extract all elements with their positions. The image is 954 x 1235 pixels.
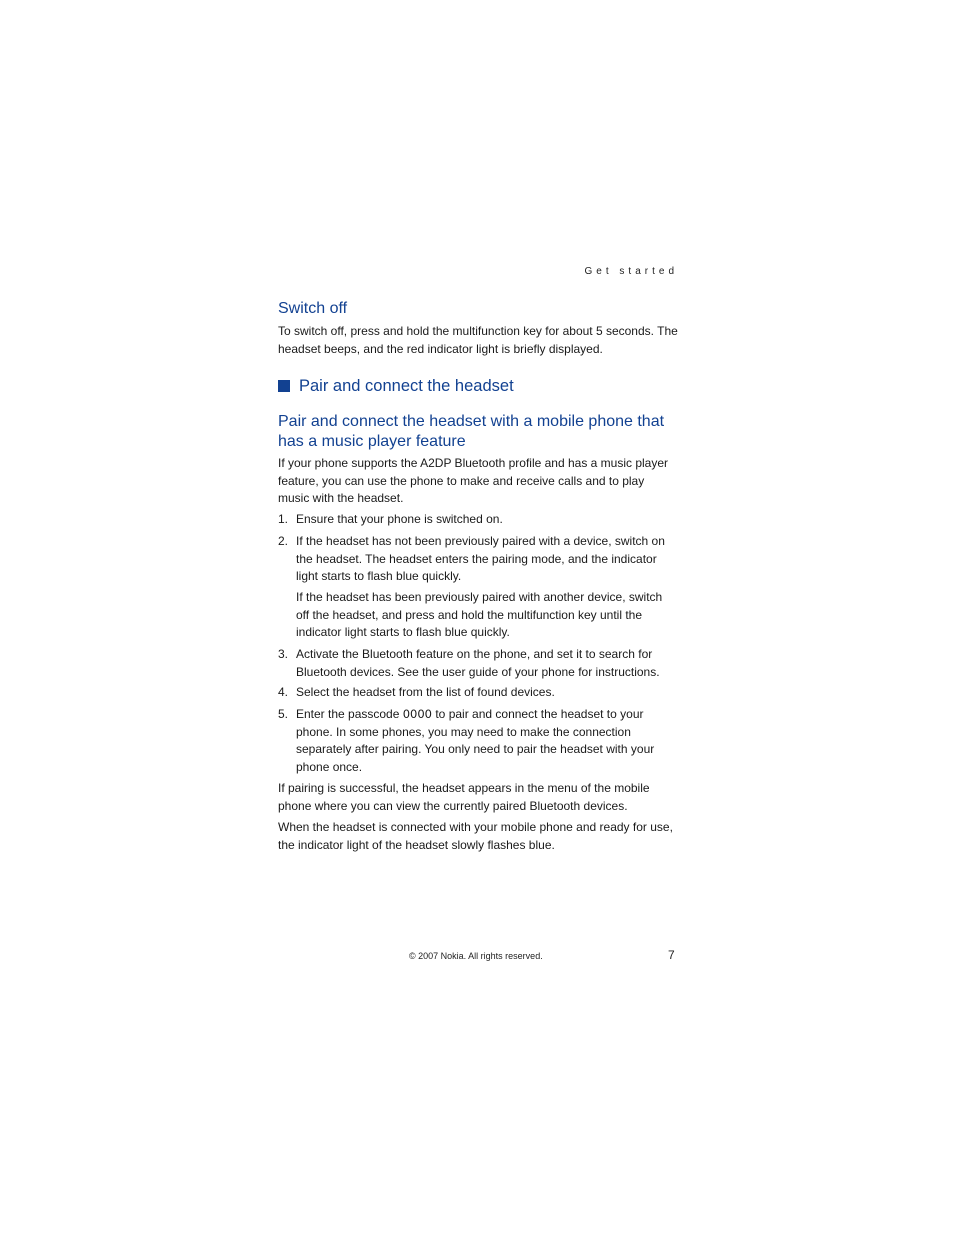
list-number: 5. [278, 707, 289, 721]
list-text [296, 706, 678, 776]
running-header: Get started [584, 266, 678, 277]
pair-connected: When the headset is connected with your mobile phone and ready for use, the indicator light of the headset slowly flashes blue. [278, 820, 673, 852]
section-square-icon [278, 380, 290, 392]
list-item [278, 533, 678, 586]
list-number: 3. [278, 647, 289, 661]
list-item [278, 706, 678, 776]
passcode: 0000 [402, 707, 433, 721]
list-item [278, 511, 678, 529]
list-text: If the headset has not been previously paired with a device, switch on the headset. The headset enters the pairing mode, and the indicator light starts to flash blue quickly. [296, 534, 665, 583]
list-text-part: Enter the passcode [296, 707, 403, 721]
list-text-part: to pair and connect the headset to your phone. In some phones, you may need to make the connection separately after pairing. You only need to pair the headset with your phone once. [296, 707, 655, 774]
pair-success: If pairing is successful, the headset appears in the menu of the mobile phone where you can view the currently paired Bluetooth devices. [278, 781, 650, 813]
list-item [278, 646, 678, 681]
list-number: 4. [278, 685, 289, 699]
pair-intro: If your phone supports the A2DP Bluetooth profile and has a music player feature, you can use the phone to make and receive calls and to play music with the headset. [278, 456, 669, 505]
page-number: 7 [668, 948, 675, 962]
pair-section-title: Pair and connect the headset [299, 377, 514, 395]
list-text: Ensure that your phone is switched on. [296, 512, 503, 526]
switch-off-body: To switch off, press and hold the multifunction key for about 5 seconds. The headset beeps, and the red indicator light is briefly displayed. [278, 324, 678, 356]
list-text: Select the headset from the list of found devices. [296, 685, 555, 699]
list-number: 2. [278, 534, 289, 548]
pair-section-heading [278, 376, 514, 396]
list-number: 1. [278, 512, 289, 526]
pair-subheading: Pair and connect the headset with a mobile phone that has a music player feature [278, 413, 665, 450]
list-continuation: If the headset has been previously paired with another device, switch off the headset, and press and hold the multifunction key until the indicator light starts to flash blue quickly. [296, 590, 663, 639]
list-item [278, 684, 678, 702]
list-text: Activate the Bluetooth feature on the phone, and set it to search for Bluetooth devices. See the user guide of your phone for instructions. [296, 647, 660, 679]
copyright: © 2007 Nokia. All rights reserved. [409, 951, 543, 961]
switch-off-heading: Switch off [278, 300, 348, 317]
